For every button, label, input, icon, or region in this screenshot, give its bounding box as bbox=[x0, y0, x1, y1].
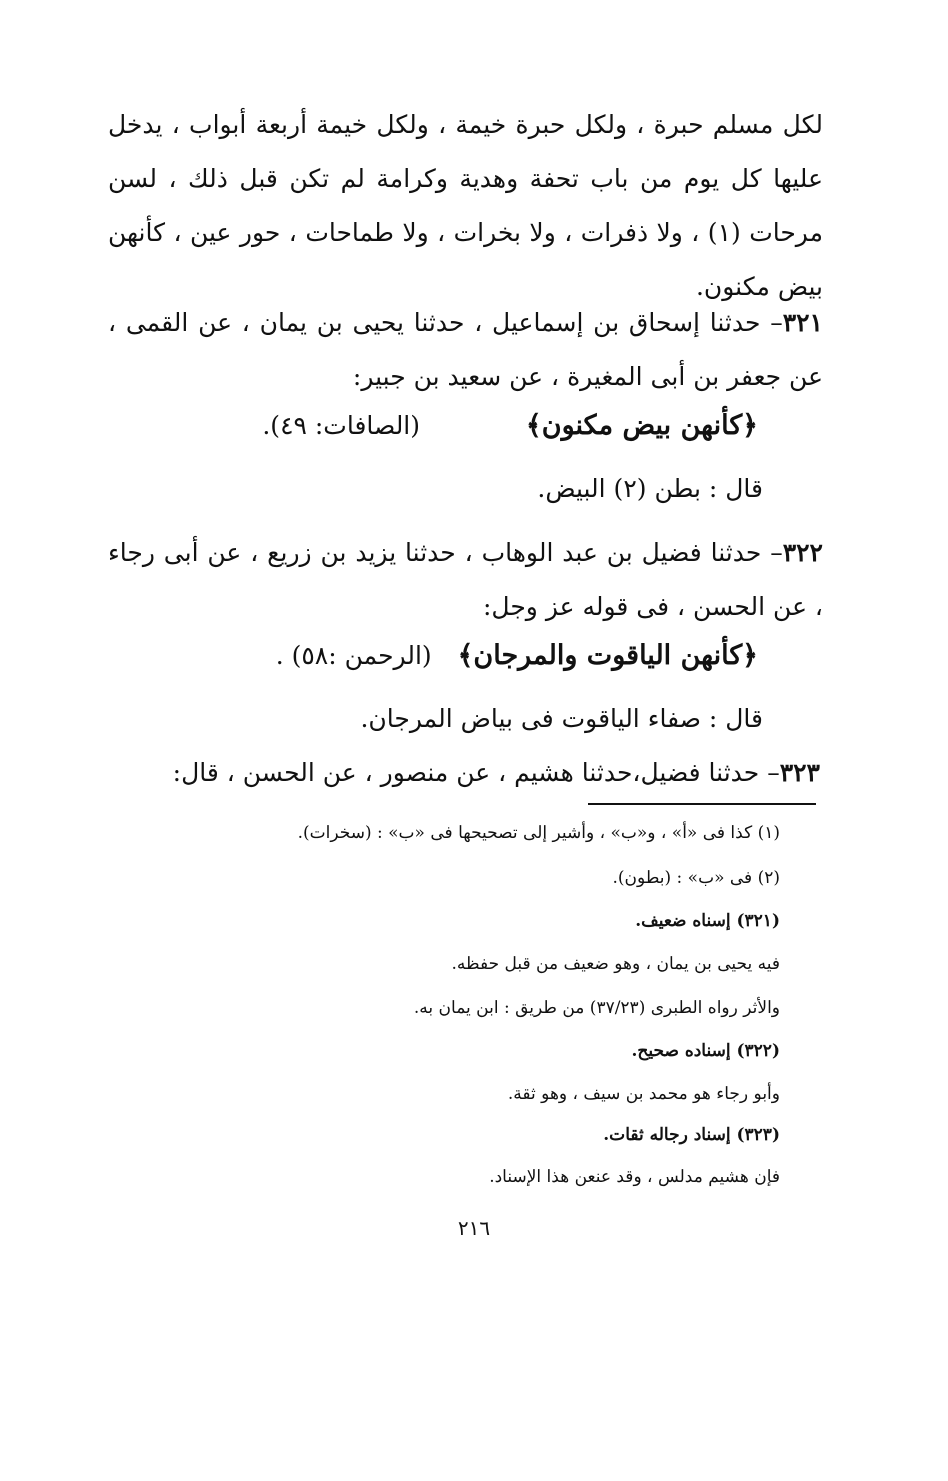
narration-text-322: – حدثنا فضيل بن عبد الوهاب ، حدثنا يزيد بن زريع ، عن أبى رجاء ، عن الحسن ، فى قوله عز وجل: bbox=[108, 538, 823, 621]
footnote-322-note: وأبو رجاء هو محمد بن سيف ، وهو ثقة. bbox=[507, 1084, 780, 1104]
footnote-321-note-2: والأثر رواه الطبرى (٣٧/٢٣) من طريق : ابن يمان به. bbox=[413, 998, 780, 1018]
narration-number-322: ٣٢٢ bbox=[782, 538, 823, 567]
verse-line-1 bbox=[262, 410, 758, 441]
footnote-321-heading: (٣٢١) إسناه ضعيف. bbox=[635, 911, 780, 931]
verse-reference-1: (الصافات: ٤٩). bbox=[262, 411, 421, 440]
verse-quote-1: ﴿كأنهن بيض مكنون﴾ bbox=[525, 410, 758, 441]
narration-321 bbox=[108, 296, 823, 404]
verse-line-2 bbox=[276, 640, 758, 671]
page-number: ٢١٦ bbox=[457, 1216, 491, 1240]
footnote-323-heading: (٣٢٣) إسناد رجاله ثقات. bbox=[603, 1125, 780, 1145]
footnote-2: (٢) فى «ب» : (بطون). bbox=[612, 868, 780, 888]
opening-paragraph: لكل مسلم حبرة ، ولكل حبرة خيمة ، ولكل خيمة أربعة أبواب ، يدخل عليها كل يوم من باب تحفة وهدية وكرامة لم تكن قبل ذلك ، لسن مرحات (١) ، ولا ذفرات ، ولا بخرات ، ولا طماحات ، حور عين ، كأنهن بيض مكنون. bbox=[108, 110, 823, 301]
footnote-separator bbox=[588, 803, 816, 805]
verse-reference-2: (الرحمن :٥٨) . bbox=[275, 641, 432, 670]
footnote-322-heading: (٣٢٢) إسناده صحيح. bbox=[631, 1041, 780, 1061]
footnote-321-note-1: فيه يحيى بن يمان ، وهو ضعيف من قبل حفظه. bbox=[451, 954, 780, 974]
narration-number-323: ٣٢٣ bbox=[779, 758, 820, 787]
narration-322 bbox=[108, 526, 823, 634]
footnote-1: (١) كذا فى «أ» ، و«ب» ، وأشير إلى تصحيحها فى «ب» : (سخرات). bbox=[297, 823, 780, 843]
narration-text-321: – حدثنا إسحاق بن إسماعيل ، حدثنا يحيى بن يمان ، عن القمى ، عن جعفر بن أبى المغيرة ، عن سعيد بن جبير: bbox=[108, 308, 823, 391]
commentary-321: قال : بطن (٢) البيض. bbox=[537, 474, 763, 503]
footnote-323-note: فإن هشيم مدلس ، وقد عنعن هذا الإسناد. bbox=[489, 1167, 780, 1187]
narration-text-323: – حدثنا فضيل،حدثنا هشيم ، عن منصور ، عن الحسن ، قال: bbox=[172, 758, 780, 787]
narration-323 bbox=[173, 758, 820, 787]
narration-number-321: ٣٢١ bbox=[782, 308, 823, 337]
commentary-322: قال : صفاء الياقوت فى بياض المرجان. bbox=[360, 704, 763, 733]
verse-quote-2: ﴿كأنهن الياقوت والمرجان﴾ bbox=[457, 640, 758, 671]
